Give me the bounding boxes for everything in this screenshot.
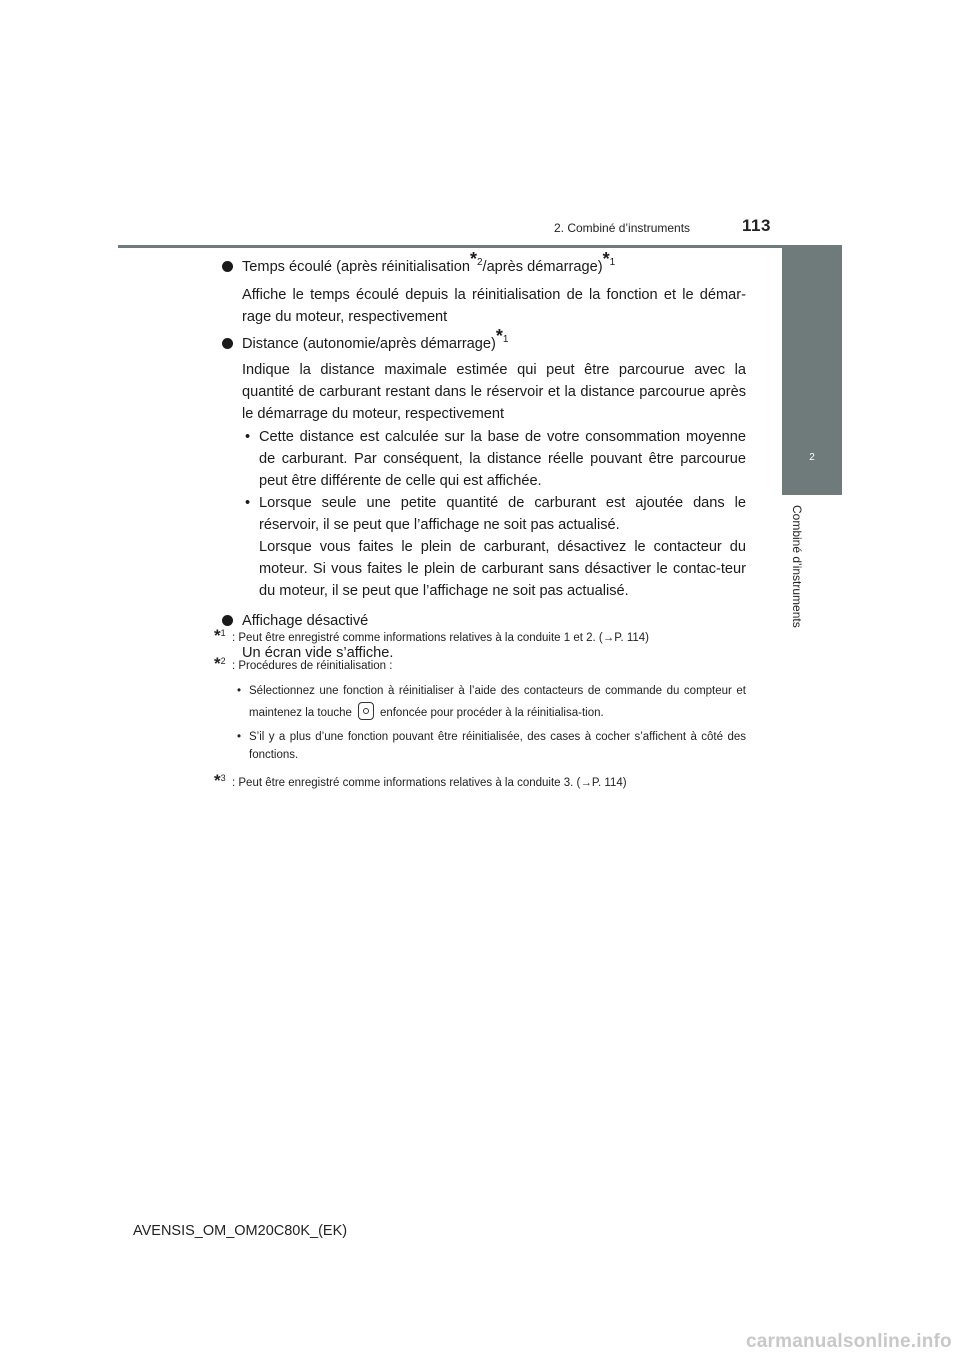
item-title: Distance (autonomie/après démarrage)$^{*1}$ (222, 333, 746, 355)
list-item-continuation: Lorsque vous faites le plein de carburant, désactivez le contacteur du moteur. Si vous faites le plein de carburant sans désactiver le contac-teur du moteur, il se peut que l’affichage ne soit pas actualisé. (259, 539, 746, 599)
bullet-dot-icon (222, 615, 233, 626)
footer-document-code: AVENSIS_OM_OM20C80K_(EK) (133, 1223, 348, 1239)
footnotes (214, 626, 746, 798)
item-description: Affiche le temps écoulé depuis la réinitialisation de la fonction et le démar-rage du moteur, respectivement (242, 287, 746, 325)
list-item: • Sélectionnez une fonction à réinitialiser à l’aide des contacteurs de commande du compteur et maintenez la touche enfoncée pour procéder à la réinitialisa-tion. (237, 685, 746, 719)
item-description: Indique la distance maximale estimée qui peut être parcourue avec la quantité de carburant restant dans le réservoir et la distance parcourue après le démarrage du moteur, respectivement (242, 362, 746, 422)
side-tab-chapter-number: 2 (809, 452, 815, 463)
main-content (222, 251, 746, 664)
item-elapsed-time (222, 249, 746, 328)
item-title: Affichage désactivé (222, 610, 746, 632)
footnote-3: *$^3$ : Peut être enregistré comme informations relatives à la conduite 3. (→P. 114) (214, 771, 627, 790)
watermark: carmanualsonline.info (746, 1331, 952, 1352)
list-item: • Cette distance est calculée sur la base de votre consommation moyenne de carburant. Par conséquent, la distance réelle pouvant être parcourue peut être différente de celle qui est affichée. (245, 429, 746, 489)
side-tab-band-top (782, 245, 842, 435)
header-section-title: 2. Combiné d’instruments (554, 221, 691, 235)
footnote-marker: *$^1$ (214, 626, 226, 645)
footnote-1: *$^1$ : Peut être enregistré comme informations relatives à la conduite 1 et 2. (→P. 114) (214, 626, 649, 645)
footnote-marker: *$^2$ (214, 654, 226, 673)
side-tab-chapter-title: Combiné d’instruments (790, 505, 804, 628)
page-number: 113 (742, 216, 771, 235)
list-item: • S’il y a plus d’une fonction pouvant être réinitialisée, des cases à cocher s’affichent à côté des fonctions. (237, 731, 746, 761)
bullet-dot-icon (222, 338, 233, 349)
sub-list (222, 426, 746, 602)
header-rule (118, 245, 841, 248)
reset-key-icon (358, 702, 374, 720)
footnote-marker: *$^3$ (214, 771, 226, 790)
item-description: Un écran vide s’affiche. (242, 645, 394, 661)
item-distance (222, 326, 746, 602)
item-title: Temps écoulé (après réinitialisation$^{*2}$/après démarrage)$^{*1}$ (222, 256, 746, 278)
footnote-2: *$^2$ : Procédures de réinitialisation : (214, 654, 393, 673)
bullet-dot-icon (222, 261, 233, 272)
side-tab-chapter-box (782, 435, 842, 495)
list-item: • Lorsque seule une petite quantité de carburant est ajoutée dans le réservoir, il se peut que l’affichage ne soit pas actualisé. (245, 495, 746, 533)
